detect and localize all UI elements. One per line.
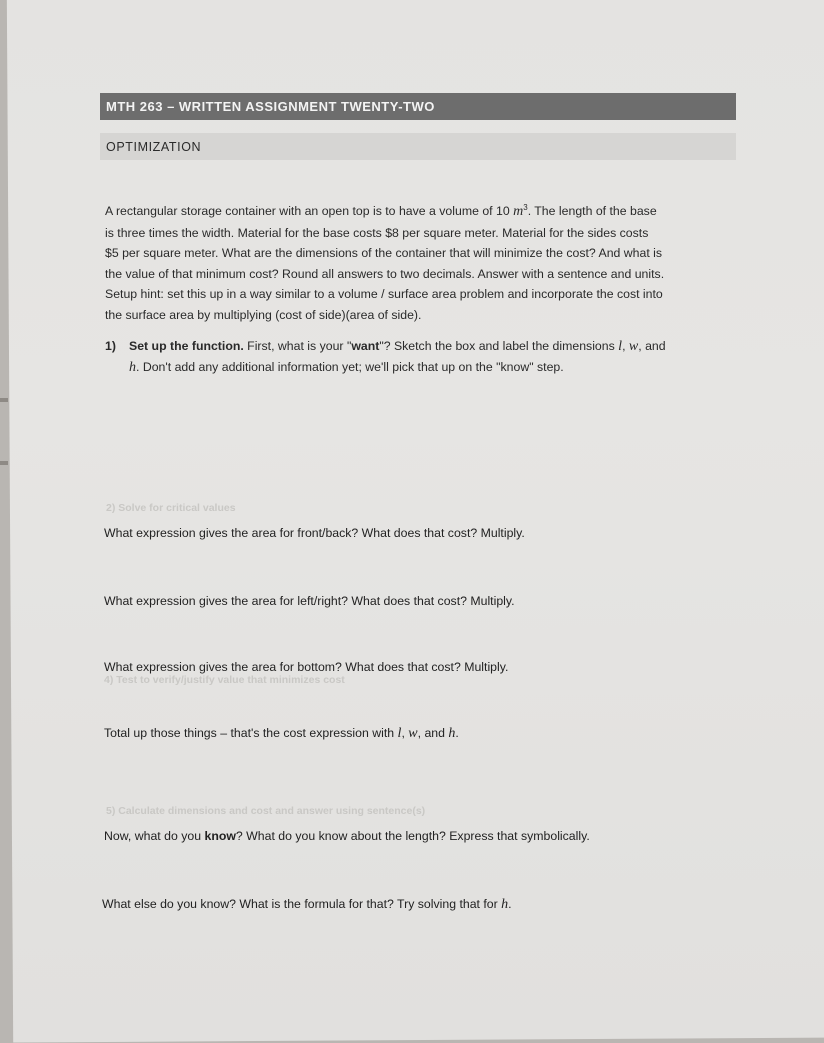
step-1 [105,336,735,378]
prompt-total-cost: Total up those things – that's the cost expression with l, w, and h. [104,726,459,741]
step-text: First, what is your " [243,339,352,353]
step-text: , [622,339,629,353]
var-l: l [397,726,402,741]
know-keyword: know [204,829,236,843]
prompt-text: ? What do you know about the length? Express that symbolically. [235,829,590,843]
var-h: h [501,897,509,912]
bleed-through-text: 5) Calculate dimensions and cost and answer using sentence(s) [106,805,426,817]
step-text: "? Sketch the box and label the dimensions [379,339,619,353]
step-text: . Don't add any additional information yet; we'll pick that up on the "know" step. [136,360,564,374]
section-title: OPTIMIZATION [106,139,202,154]
unit-meter: m [513,204,524,220]
assignment-title-bar [100,93,736,120]
var-l: l [618,339,623,354]
prompt-know [104,829,590,843]
step-text: , and [638,339,666,353]
problem-statement [105,198,735,325]
prompt-bottom: What expression gives the area for bottom? What does that cost? Multiply. [104,660,509,674]
prompt-text: . [455,726,459,740]
prompt-text: . [508,897,512,911]
prompt-text: Total up those things – that's the cost expression with [104,726,398,740]
prompt-text: , and [417,726,449,740]
page-edge-mark [0,461,8,465]
problem-text: . The length of the base [527,204,657,219]
section-bar [100,133,736,160]
problem-line: is three times the width. Material for the base costs $8 per square meter. Material for the sides costs [105,225,649,240]
prompt-text: What else do you know? What is the formula for that? Try solving that for [102,897,502,911]
prompt-front-back: What expression gives the area for front/back? What does that cost? Multiply. [104,526,525,540]
var-h: h [129,360,136,375]
var-w: w [408,726,418,741]
assignment-title: MTH 263 – WRITTEN ASSIGNMENT TWENTY-TWO [106,99,435,114]
problem-line: $5 per square meter. What are the dimensions of the container that will minimize the cost? And what is [105,246,663,261]
bleed-through-text: 2) Solve for critical values [106,502,236,514]
bleed-through-text: 4) Test to verify/justify value that minimizes cost [104,674,345,686]
page-edge-mark [0,398,8,402]
problem-line: Setup hint: set this up in a way similar to a volume / surface area problem and incorporate the cost into [105,287,663,302]
problem-text: A rectangular storage container with an open top is to have a volume of 10 [105,204,514,219]
problem-line [105,198,735,223]
step-label: Set up the function. [129,339,244,353]
var-w: w [628,339,639,354]
step-number: 1) [105,339,116,353]
prompt-else [102,897,512,913]
unit-exponent: 3 [523,203,528,212]
problem-line: the value of that minimum cost? Round all answers to two decimals. Answer with a sentence and units. [105,266,665,281]
want-keyword: want [351,339,380,353]
prompt-left-right: What expression gives the area for left/right? What does that cost? Multiply. [104,594,515,608]
problem-line: the surface area by multiplying (cost of side)(area of side). [105,307,422,322]
var-h: h [448,726,456,741]
prompt-text: Now, what do you [104,829,205,843]
